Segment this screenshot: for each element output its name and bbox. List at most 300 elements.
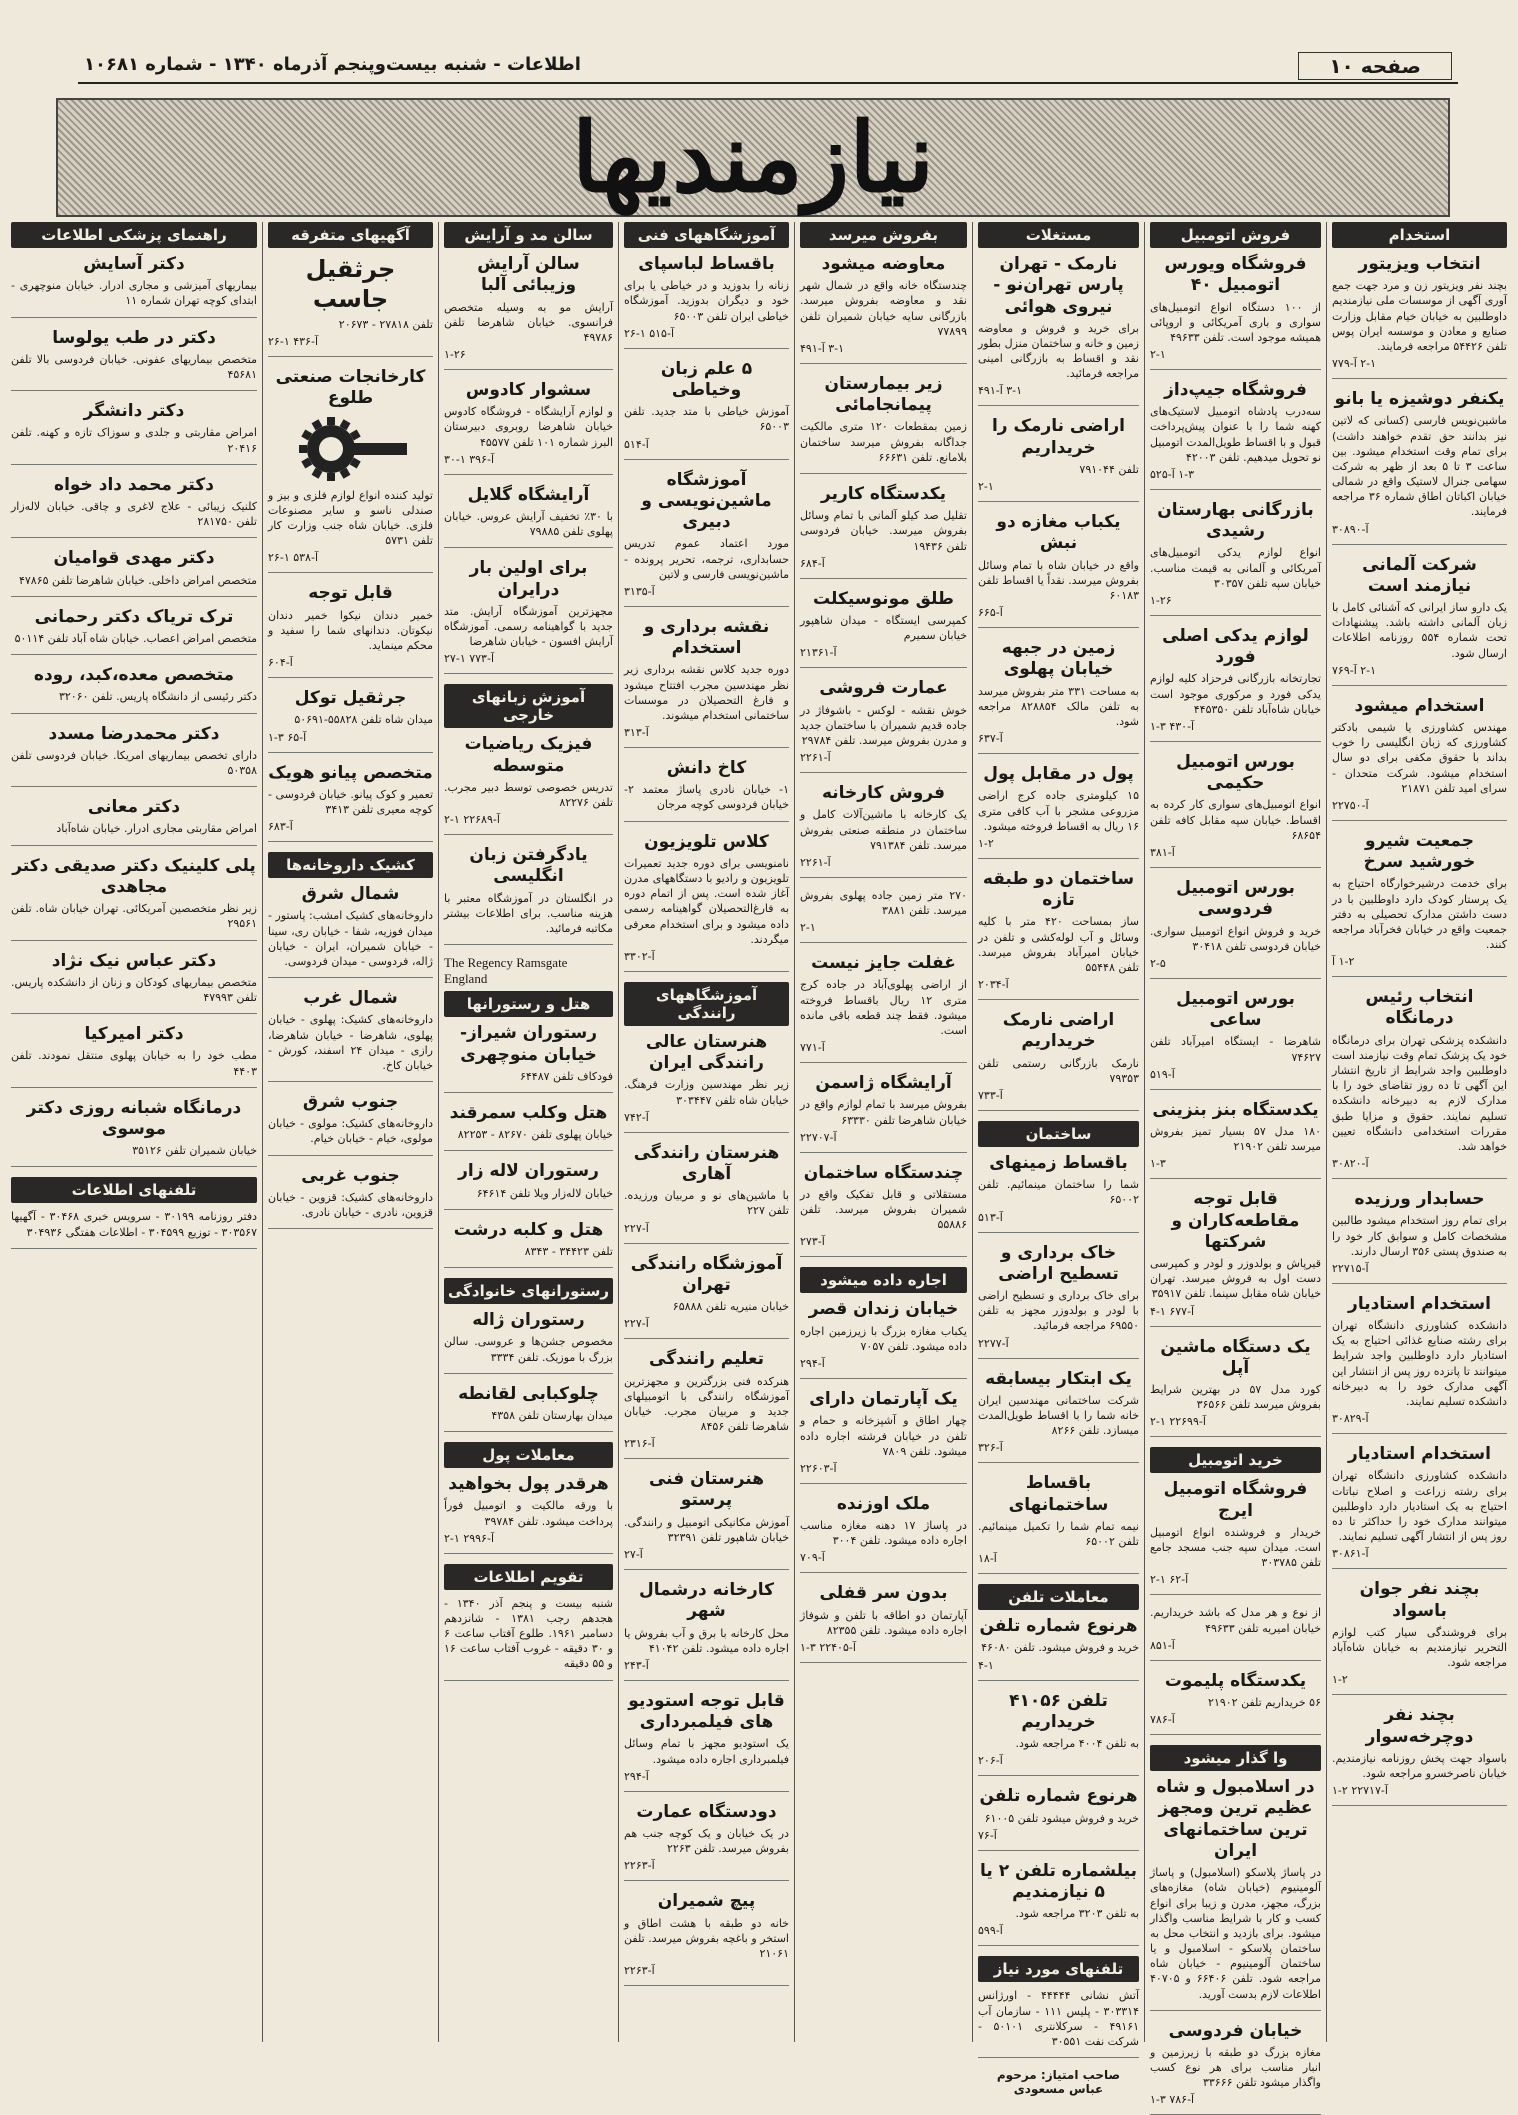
ad-title: در اسلامبول و شاه عظیم ترین ومجهز ترین ساختمانهای ایران [1156, 1777, 1315, 1861]
ad-body: متخصص بیماریهای کودکان و زنان از دانشکده پاریس. تلفن ۴۷۹۹۳ [11, 975, 257, 1004]
ad-body: خیابان شمیران تلفن ۳۵۱۲۶ [132, 1144, 257, 1158]
section-header: آموزشگاههای فنی [624, 222, 789, 248]
ad-title: بازرگانی بهارستان رشیدی [1157, 499, 1314, 542]
company-logo [268, 414, 433, 484]
ad-code: آ-۲۲۴۰۵ ۳-۱ [800, 1641, 856, 1655]
classified-ad [978, 512, 1139, 628]
classified-ad [1332, 389, 1507, 544]
section-header: استخدام [1332, 222, 1507, 248]
ad-body: داروخانه‌های کشیک: قزوین - خیابان قزوین، نادری - خیابان نادری. [268, 1190, 433, 1220]
ad-code: آ-۲۲۶۸۹ ۱-۲ [444, 813, 500, 827]
ad-column [262, 222, 438, 2042]
ad-body: تدریس خصوصی توسط دبیر مجرب. تلفن ۸۲۲۷۶ [444, 780, 613, 810]
classified-ad [11, 328, 257, 392]
dateline: اطلاعات - شنبه بیست‌وپنجم آذرماه ۱۳۴۰ - شماره ۱۰۶۸۱ [84, 54, 581, 75]
ad-title: یکباب مغازه دو نبش [996, 512, 1121, 554]
ad-body: امراض مقاربتی مجاری ادرار. خیابان شاه‌آباد [56, 822, 257, 836]
ad-body: با ماشین‌های نو و مربیان ورزیده. تلفن ۲۲۷ [624, 1189, 789, 1218]
classified-ad [1150, 1479, 1321, 1595]
ad-code: ۱-۲ آ [1332, 955, 1355, 969]
ad-title: بچند نفر دوچرخه‌سوار [1365, 1705, 1474, 1747]
ad-code: آ-۲۲۷ [624, 1317, 649, 1331]
ad-title: یکدستگاه کاریر [821, 483, 946, 504]
ad-title: طلق مونوسیکلت [813, 588, 954, 609]
ad-title: دودستگاه عمارت [636, 1801, 777, 1822]
ad-title: انتخاب ویزیتور [1358, 254, 1481, 274]
ad-body: دارای تخصص بیماریهای امریکا. خیابان فردوسی تلفن ۵۰۳۵۸ [11, 748, 257, 778]
classified-ad [1332, 696, 1507, 821]
ad-code: آ-۴۳۶ ۱-۲۶ [268, 335, 318, 349]
ad-body: امراض مقاربتی و جلدی و سوزاک تازه و کهنه. تلفن ۲۰۴۱۶ [11, 426, 257, 455]
ad-code: آ-۲۹۴ [800, 1357, 825, 1371]
ad-body: نامنویسی برای دوره جدید تعمیرات تلویزیون و رادیو با دستگاههای مدرن آغاز شده است. پس از اتمام دوره به فارغ‌التحصیلان گواهینامه رسمی داده میشود و برای استخدام معرفی میگردند. [624, 856, 789, 946]
ad-body: خرید و فروش انواع اتومبیل سواری. خیابان فردوسی تلفن ۳۰۴۱۸ [1150, 924, 1321, 953]
section-header: خرید اتومبیل [1150, 1447, 1321, 1473]
ad-body: نارمک بازرگانی رستمی تلفن ۷۹۳۵۳ [978, 1056, 1139, 1085]
classified-ad [978, 1988, 1139, 2058]
classified-ad [624, 1143, 789, 1244]
ad-body: تولید کننده انواع لوازم فلزی و بیز و صندلی ناسو و سایر مصنوعات فلزی. خیابان شاه جنب وزارت کار تلفن ۵۷۳۱ [268, 488, 433, 548]
ad-body: دفتر روزنامه ۳۰۱۹۹ - سرویس خبری ۳۰۴۶۸ - آگهیها ۳۰۳۵۶۷ - توزیع ۳۰۴۵۹۹ - اطلاعات هفتگی ۳۰۴۹۳۶ [11, 1210, 257, 1239]
ad-code: آ-۷۴۲ [624, 1110, 649, 1124]
ad-code: آ-۲۲۷۷ [978, 1336, 1009, 1350]
section-header: تلفنهای اطلاعات [11, 1177, 257, 1203]
ad-title: دکتر محمد داد خواه [54, 474, 214, 495]
section-header: تلفنهای مورد نیاز [978, 1956, 1139, 1982]
ad-body: کلنیک زیبائی - علاج لاغری و چاقی. خیابان لاله‌زار تلفن ۲۸۱۷۵۰ [11, 500, 257, 529]
classified-ad [444, 734, 613, 835]
classified-ad [268, 367, 433, 573]
ad-body: تقلیل صد کیلو آلمانی با تمام وسائل بفروش میرسد. خیابان فردوسی تلفن ۱۹۴۳۶ [800, 509, 967, 553]
ad-body: زیر نظر مهندسین وزارت فرهنگ. خیابان شاه تلفن ۳۰۳۴۴۷ [624, 1078, 789, 1107]
ad-title: دکتر آسایش [83, 254, 185, 274]
ad-code: آ-۲۲۶۳ [624, 1859, 655, 1873]
classified-ad [800, 1389, 967, 1484]
ad-body: خریدار و فروشنده انواع اتومبیل است. میدان سپه جنب مسجد جامع تلفن ۳۰۳۷۸۵ [1150, 1525, 1321, 1570]
ad-body: باسواد جهت پخش روزنامه نیازمندیم. خیابان ناصرخسرو مراجعه شود. [1332, 1751, 1507, 1780]
ad-body: ۱۵ کیلومتری جاده کرج اراضی مزروعی مشجر با آب کافی متری ۱۶ ریال به اقساط فروخته میشود. [978, 789, 1139, 833]
ad-title: خاک برداری و تسطیح اراضی [998, 1242, 1119, 1284]
ad-title: بچند نفر جوان باسواد [1359, 1579, 1480, 1621]
classified-ad [444, 1103, 613, 1151]
classified-ad [978, 254, 1139, 406]
ad-title: قابل توجه [308, 583, 393, 604]
ad-code: آ-۶۳۷ [978, 732, 1003, 746]
ad-title: باقساط ساختمانهای [1008, 1473, 1109, 1515]
ad-title: شمال غرب [303, 988, 398, 1009]
ad-body: مغازه بزرگ دو طبقه با زیرزمین و انبار مناسب برای هر نوع کسب واگذار میشود تلفن ۳۳۶۶۶ [1150, 2045, 1321, 2090]
ad-title: رستوران لاله زار [458, 1161, 599, 1182]
classified-ad [800, 1073, 967, 1153]
ad-code: آ-۶۰۴ [268, 656, 293, 670]
ad-body: برای فروشندگی سیار کتب لوازم التحریر نیازمندیم به خیابان شاه‌آباد مراجعه شود. [1332, 1625, 1507, 1670]
ad-title: آموزشگاه ماشین‌نویسی و دبیری [641, 469, 772, 533]
classified-ad [800, 1583, 967, 1663]
ad-title: کلاس تلویزیون [644, 831, 769, 852]
ad-code: آ-۶۲ ۱-۲ [1150, 1573, 1189, 1587]
ad-code: آ-۲۲۶۰۳ [800, 1461, 837, 1475]
ad-code: آ-۳۲۶ [978, 1441, 1003, 1455]
ad-body: میدان شاه تلفن ۵۵۸۲۸-۵۰۶۹۱ [294, 713, 433, 727]
classified-ad [1150, 1777, 1321, 2011]
section-header: فروش اتومبیل [1150, 222, 1321, 248]
ad-title: بورس اتومبیل فردوسی [1176, 878, 1295, 920]
ad-code: آ-۲۳۱۶ [624, 1437, 655, 1451]
ad-title: یک ابتکار بیسابقه [985, 1368, 1132, 1389]
section-header: تقویم اطلاعات [444, 1564, 613, 1590]
ad-body: ۵۶ خریداریم تلفن ۲۱۹۰۲ [1208, 1696, 1321, 1709]
ad-body: داروخانه‌های کشیک: مولوی - خیابان مولوی، خیام - خیابان خیام. [268, 1117, 433, 1146]
ad-title: معاوضه میشود [821, 254, 946, 274]
ad-body: به مساحت ۳۳۱ متر بفروش میرسد به تلفن مالک ۸۲۸۸۵۴ مراجعه شود. [978, 684, 1139, 728]
classified-ad [800, 783, 967, 878]
classified-ad [1150, 878, 1321, 979]
classified-ad [11, 1209, 257, 1248]
classified-ad [800, 888, 967, 943]
ad-column [438, 222, 618, 2042]
ad-title: باقساط لباسپای [638, 254, 775, 274]
classified-ad [1150, 1100, 1321, 1180]
ad-body: دکتر رئیسی از دانشگاه پاریس. تلفن ۳۲۰۶۰ [58, 690, 257, 704]
classified-ad [444, 558, 613, 674]
ad-title: لوازم یدکی اصلی فورد [1162, 625, 1309, 668]
ad-body: تعمیر و کوک پیانو. خیابان فردوسی - کوچه معیری تلفن ۳۴۱۳ [268, 787, 433, 816]
ad-title: سالن آرایش وزیبائی آلبا [477, 254, 580, 296]
ad-code: آ-۶۸۴ [800, 556, 825, 570]
ad-body: کورد مدل ۵۷ در بهترین شرایط بفروش میرسد تلفن ۳۶۵۶۶ [1150, 1383, 1321, 1412]
section-header: هتل و رستورانها [444, 991, 613, 1017]
ad-body: شما را ساختمان مینمائیم. تلفن ۶۵۰۰۲ [978, 1178, 1139, 1207]
ad-body: بفروش میرسد با تمام لوازم واقع در خیابان شاهرضا تلفن ۶۳۳۳۰ [800, 1098, 967, 1127]
ad-title: جمعیت شیرو خورشید سرخ [1363, 830, 1476, 873]
classified-ad [1150, 500, 1321, 616]
classified-ad [11, 1098, 257, 1168]
classified-ad [978, 1243, 1139, 1359]
ad-title: استخدام استادیار [1348, 1293, 1491, 1314]
classified-ad [11, 797, 257, 845]
classified-ad [1332, 555, 1507, 686]
ad-title: جنوب غربی [301, 1165, 400, 1186]
ad-body: متخصص امراض اعصاب. خیابان شاه آباد تلفن ۵۰۱۱۴ [14, 632, 257, 646]
ad-body: از نوع و هر مدل که باشد خریداریم. خیابان امیریه تلفن ۴۹۶۳۳ [1150, 1606, 1321, 1635]
classified-ad [624, 1349, 789, 1459]
ad-code: آ-۲۲۶۱ [800, 751, 831, 765]
ad-title: بیلشماره تلفن ۲ یا ۵ نیازمندیم [980, 1860, 1137, 1902]
classified-ad [1332, 1579, 1507, 1695]
ad-body: سه‌درب پادشاه اتومبیل لاستیک‌های کهنه شما را با عنوان پیش‌پرداخت قبول و با اقساط طویل‌المدت اتومبیل نو تحویل میدهیم. تلفن ۴۲۰۰۳ [1150, 405, 1321, 464]
ad-body: خانه دو طبقه با هشت اطاق و استخر و باغچه بفروش میرسد. تلفن ۲۱۰۶۱ [624, 1916, 789, 1960]
ad-body: در انگلستان در آموزشگاه معتبر با هزینه مناسب. برای اطلاعات بیشتر مکاتبه فرمائید. [444, 891, 613, 936]
classified-ad [624, 1032, 789, 1133]
classified-ad [1332, 831, 1507, 977]
ad-title: آموزشگاه رانندگی تهران [630, 1253, 783, 1295]
classified-ad [11, 665, 257, 713]
classified-ad [268, 254, 433, 357]
ad-code: آ-۲۲۷۱۵ [1332, 1261, 1369, 1275]
ad-body: آپارتمان دو اطاقه با تلفن و شوفاژ اجاره داده میشود. تلفن ۸۲۳۵۵ [800, 1608, 967, 1637]
classified-ad [624, 470, 789, 607]
ad-body: زنانه را بدوزید و در خیاطی یا برای خود و دیگران بدوزید. آموزشگاه خیاطی ایران تلفن ۶۵۰۰۳ [624, 279, 789, 323]
classified-ad [444, 1384, 613, 1432]
ad-title: شرکت آلمانی نیازمند است [1362, 554, 1477, 596]
ad-body: دانشکده پزشکی تهران برای درمانگاه خود یک پزشک تمام وقت نیازمند است داوطلبین واجد شرایط از تاریخ انتشار این آگهی تا ده روز تقاضای خود را با مدارک لازم به دبیرخانه دانشکده تسلیم نمایند. حقوق و مزایا طبق مقررات استخدامی دانشگاه تعیین خواهد شد. [1332, 1033, 1507, 1153]
ad-title: قابل توجه استودیو های فیلمبرداری [628, 1690, 785, 1733]
ad-body: برای خاک برداری و تسطیح اراضی با لودر و بولدوزر مجهز به تلفن ۶۹۵۵۰ مراجعه فرمائید. [978, 1289, 1139, 1333]
ad-title: استخدام میشود [1354, 695, 1485, 716]
classified-ad [624, 1891, 789, 1986]
ad-code: ۱-۳ آ-۵۲۵ [1150, 467, 1195, 481]
ad-body: برای خرید و فروش و معاوضه زمین و خانه و ساختمان منزل بطور نقد و اقساط به بازرگانی امینی مراجعه فرمائید. [978, 321, 1139, 381]
ad-title: کاخ دانش [666, 758, 747, 779]
ad-code: ۲-۱ [978, 480, 994, 494]
ad-title: دکتر در طب یولوسا [52, 327, 216, 348]
ad-code: ۱-۲۶ [444, 348, 466, 362]
ad-title: رستوران ژاله [472, 1310, 585, 1331]
classified-ad [800, 1299, 967, 1379]
ad-title: نارمک - تهران پارس تهران‌نو - نیروی هوائی [993, 254, 1124, 317]
classified-ad [624, 758, 789, 822]
ad-code: آ-۲۰۶ [978, 1754, 1003, 1768]
ad-code: آ-۶۶۵ [978, 606, 1003, 620]
page-number: صفحه ۱۰ [1298, 52, 1452, 80]
classified-ad [800, 254, 967, 364]
ad-code: آ-۳۰۸۲۰ [1332, 1157, 1369, 1171]
ad-column [794, 222, 972, 2042]
classified-ad [11, 607, 257, 655]
section-header: بفروش میرسد [800, 222, 967, 248]
ad-body: داروخانه‌های کشیک: پهلوی - خیابان پهلوی، شاهرضا - خیابان شاهرضا، رازی - میدان ۲۴ اسفند، کورش - خیابان کاخ. [268, 1013, 433, 1072]
section-header: معاملات پول [444, 1442, 613, 1468]
ad-title: یک آپارتمان دارای [809, 1389, 958, 1410]
ad-body: ۱۸۰ مدل ۵۷ بسیار تمیز بفروش میرسد تلفن ۲۱۹۰۲ [1150, 1124, 1321, 1154]
ad-code: آ-۵۳۸ ۱-۲۶ [268, 551, 318, 565]
ad-title: انتخاب رئیس درمانگاه [1365, 987, 1474, 1029]
classified-ad [978, 1861, 1139, 1947]
ad-title: اراضی نارمک خریداریم [1002, 1010, 1115, 1052]
ad-body: داروخانه‌های کشیک امشب: پاستور - میدان فوزیه، شفا - خیابان ری، سینا - خیابان شمیران، ایران - خیابان ژاله، فردوسی - میدان فردوسی. [268, 909, 433, 968]
ad-body: در یک خیابان و یک کوچه جنب هم بفروش میرسد. تلفن ۲۲۶۳ [624, 1827, 789, 1856]
ad-body: دانشکده کشاورزی دانشگاه تهران برای رشته صنایع غذائی احتیاج به یک استادیار دارد داوطلبین واجد شرایط میتوانند تا پانزده روز پس از انتشار این آگهی مدارک خود را به دبیرخانه دانشکده تسلیم نمایند. [1332, 1319, 1507, 1408]
classified-ad [1332, 1444, 1507, 1569]
ad-body: زیر نظر متخصصین آمریکائی. تهران خیابان شاه. تلفن ۲۹۵۶۱ [11, 902, 257, 931]
ad-code: آ-۵۹۹ [978, 1924, 1003, 1938]
classified-ad [444, 1474, 613, 1554]
ad-body: مستقلاتی و قابل تفکیک واقع در شمیران بفروش میرسد. تلفن ۵۵۸۸۶ [800, 1187, 967, 1232]
ad-title: دکتر محمدرضا مسدد [48, 723, 220, 744]
page-header [78, 48, 1458, 84]
ad-title: خیابان زندان قصر [808, 1299, 959, 1320]
ad-body: کمپرسی ایستگاه - میدان شاهپور خیابان سمیرم [800, 613, 967, 643]
ad-title: دکتر عباس نیک نژاد [51, 950, 217, 971]
ad-code: آ-۳۰۸۹۰ [1332, 522, 1369, 536]
classified-ad [978, 764, 1139, 859]
ad-code: آ-۵۱۴ [624, 437, 649, 451]
ad-title: جرثقیل جاسب [305, 255, 396, 313]
ad-title: یک دستگاه ماشین آپل [1160, 1336, 1311, 1378]
classified-ad [444, 1220, 613, 1268]
ad-body: خرید و فروش میشود تلفن ۶۱۰۰۵ [984, 1811, 1139, 1825]
ad-title: فروش کارخانه [821, 783, 946, 804]
classified-ad [268, 1166, 433, 1230]
classified-ad [978, 1691, 1139, 1777]
classified-ad [624, 359, 789, 460]
ad-body: تلفن ۲۷۸۱۸ - ۲۰۶۷۳ [338, 318, 433, 331]
ad-code: آ-۳۱۳۵ [624, 584, 655, 598]
ad-title: شمال شرق [301, 884, 400, 905]
classified-ad [1332, 254, 1507, 379]
classified-ad [268, 583, 433, 678]
ad-code: ۳-۱ آ-۴۹۱ [978, 384, 1023, 398]
ad-body: تلفن ۳۴۴۲۳ - ۸۳۴۳ [524, 1245, 613, 1259]
ad-body: ۲۷۰ متر زمین جاده پهلوی بفروش میرسد. تلفن ۳۸۸۱ [800, 888, 967, 918]
classified-ad [11, 951, 257, 1015]
section-header: کشیک داروخانه‌ها [268, 852, 433, 878]
ad-code: ۱-۲ [1332, 1673, 1348, 1687]
classified-ad [978, 638, 1139, 754]
ad-title: آرایشگاه گلایل [467, 484, 590, 505]
ad-body: میدان بهارستان تلفن ۴۳۵۸ [491, 1409, 613, 1423]
section-header: مستغلات [978, 222, 1139, 248]
ad-title: غفلت جایز نیست [811, 953, 956, 974]
classified-ad [1150, 989, 1321, 1090]
ad-title: تلفن ۴۱۰۵۶ خریداریم [1009, 1690, 1108, 1732]
section-header: وا گذار میشود [1150, 1745, 1321, 1771]
classified-ad [1150, 1337, 1321, 1438]
classified-ad [978, 1786, 1139, 1850]
section-header: معاملات تلفن [978, 1584, 1139, 1610]
ad-title: کارخانجات صنعتی طلوع [275, 367, 426, 409]
classified-ad [624, 617, 789, 748]
ad-code: آ-۸۵۱ [1150, 1638, 1175, 1652]
ad-body: چهار اطاق و آشپزخانه و حمام و تلفن در خیابان فرشته اجاره داده میشود. تلفن ۷۸۰۹ [800, 1414, 967, 1458]
ad-title: بدون سر قفلی [819, 1583, 948, 1604]
ad-body: ساز بمساحت ۴۲۰ متر با کلیه وسائل و آب لوله‌کشی و تلفن در خیابان امیرآباد بفروش میرسد. تلفن ۵۵۴۴۸ [978, 915, 1140, 974]
ad-body: هنرکده فنی بزرگترین و مجهزترین آموزشگاه رانندگی با اتومبیلهای جدید و مربیان مجرب. خیابان شاهرضا تلفن ۸۴۵۶ [624, 1374, 789, 1434]
ad-body: به تلفن ۳۲۰۳ مراجعه شود. [1015, 1907, 1139, 1921]
ad-title: یکنفر دوشیزه یا بانو [1334, 389, 1505, 410]
ad-body: ماشین‌نویس فارسی (کسانی که لاتین نیز بدانند حق تقدم خواهند داشت) برای تمام وقت استخدام میشود. بین ساعت ۳ تا ۵ بعد از ظهر به شرکت سهامی جنرال لاستیک واقع در شمالی خیابان اکباتان اطاق شماره ۳۶ مراجعه فرمایند. [1332, 414, 1508, 519]
classified-ad [11, 254, 257, 318]
classified-ad [268, 988, 433, 1082]
ad-body: آتش نشانی ۴۴۴۴۴ - اورژانس ۳۰۳۳۱۴ - پلیس ۱۱۱ - سازمان آب ۴۹۱۶۱ - سرکلانتری ۵۰۱۰۱ - شرکت نفت ۳۰۵۵۱ [978, 1989, 1140, 2048]
ad-title: متخصص معده،کبد، روده [33, 665, 235, 686]
ad-code: آ-۲۷ [624, 1548, 643, 1562]
ad-code: ۱-۲۶ [1150, 593, 1172, 607]
classified-ad [1332, 1705, 1507, 1806]
publisher-signature: صاحب امتیاز: مرحوم عباس مسعودی [996, 2068, 1121, 2097]
ad-code: آ-۲۲۷۰۷ [800, 1130, 837, 1144]
ad-code: آ-۵۱۵ ۱-۲۶ [624, 326, 674, 340]
classified-ad [978, 1369, 1139, 1464]
ad-body: محل کارخانه با برق و آب بفروش یا اجاره داده میشود. تلفن ۴۱۰۴۲ [624, 1626, 789, 1655]
ad-code: آ-۷۷۳ ۱-۲۷ [444, 652, 494, 666]
ad-body: خیابان لاله‌زار ویلا تلفن ۶۴۶۱۴ [476, 1186, 613, 1200]
ad-body: بچند نفر ویزیتور زن و مرد جهت جمع آوری آگهی از موسسات ملی نیازمندیم داوطلبین به خیابان خیام مقابل وزارت صنایع و معادن و موسسه ایران پوس تلفن ۵۴۴۲۶ مراجعه فرمایند. [1332, 279, 1507, 353]
ad-body: مورد اعتماد عموم تدریس حسابداری، ترجمه، تحریر پرونده - ماشین‌نویسی فارسی و لاتین [624, 537, 789, 581]
ad-title: سشوار کادوس [465, 380, 592, 401]
ad-code: ۲-۱ آ-۷۶۹ [1332, 663, 1377, 677]
classified-ad [624, 1691, 789, 1792]
ad-title: پول در مقابل پول [983, 764, 1134, 785]
ad-body: برای خدمت درشیرخوارگاه احتیاج به یک پرستار کودک دارد داوطلبین با در دست داشتن مدارک تحصیلی به دفتر جمعیت واقع در خیابان فخرآباد مراجعه کنند. [1332, 877, 1507, 952]
classified-ad [11, 1024, 257, 1088]
ad-title: دکتر دانشگر [83, 401, 185, 422]
ad-title: هرنوع شماره تلفن [979, 1786, 1138, 1807]
ad-body: یکباب مغازه بزرگ با زیرزمین اجاره داده میشود. تلفن ۷۰۵۷ [800, 1324, 967, 1353]
ad-title: جرثقیل توکل [294, 688, 407, 709]
ad-title: برای اولین بار درایران [469, 558, 588, 600]
classified-ad [11, 401, 257, 465]
classified-ad [978, 1153, 1139, 1233]
ad-code: آ-۴۳۰ ۳-۱ [1150, 719, 1195, 733]
ad-code: آ-۳۸۱ [1150, 846, 1175, 859]
section-header: آموزش زبانهای خارجی [444, 684, 613, 728]
ad-code: ۳-۱ آ-۴۹۱ [800, 341, 845, 355]
ad-body: با ورقه مالکیت و اتومبیل فوراً پرداخت میشود. تلفن ۳۹۷۸۴ [444, 1499, 613, 1528]
ad-code: آ-۳۳۰۲ [624, 949, 655, 963]
classified-ad [268, 1092, 433, 1156]
classified-ad [11, 475, 257, 539]
ad-title: هنرستان عالی رانندگی ایران [645, 1031, 768, 1074]
ad-title: پلی کلینیک دکتر صدیقی دکتر مجاهدی [12, 855, 256, 897]
ad-title: هتل و کلبه درشت [453, 1219, 604, 1240]
ad-code: ۲-۱ [800, 921, 816, 935]
ad-code: آ-۷۳۳ [978, 1088, 1003, 1102]
ad-title: ملک اوزنده [836, 1493, 931, 1514]
ad-body: تلفن ۷۹۱۰۴۴ [1079, 462, 1139, 476]
ad-body: خرید و فروش میشود. تلفن ۴۶۰۸۰ [981, 1641, 1139, 1655]
classified-ad [444, 1310, 613, 1374]
ad-body: برای تمام روز استخدام میشود طالبین مشخصات کامل و سوابق کار خود را به صندوق پستی ۳۵۶ ارسال دارند. [1332, 1214, 1507, 1258]
ad-code: آ-۵۱۹ [1150, 1067, 1175, 1081]
ad-code: آ-۲۹۹۶ ۱-۲ [444, 1531, 494, 1545]
ad-body: مهندس کشاورزی یا شیمی بادکتر کشاورزی که زبان انگلیسی را خوب بداند با حقوق مکفی برای دو سال استخدام میشود. شرکت متحدان - سرای امید تلفن ۲۱۸۷۱ [1332, 721, 1507, 795]
ad-body: مخصوص جشن‌ها و عروسی. سالن بزرگ با موزیک. تلفن ۳۳۳۴ [444, 1335, 613, 1364]
ad-title: متخصص پیانو هویک [268, 762, 433, 783]
classified-ad [268, 763, 433, 843]
ad-code: آ-۳۰۸۲۹ [1332, 1412, 1369, 1426]
ad-body: آموزش خیاطی با متد جدید. تلفن ۶۵۰۰۳ [624, 405, 789, 434]
classified-ad [624, 832, 789, 972]
classified-ad [444, 1596, 613, 1681]
section-header: اجاره داده میشود [800, 1267, 967, 1293]
classified-ad [444, 1023, 613, 1093]
classified-ad [978, 1473, 1139, 1574]
ad-body: دوره جدید کلاس نقشه برداری زیر نظر مهندسین مجرب افتتاح میشود و فارغ التحصیلان در موسسات ساختمانی استخدام میشوند. [624, 663, 789, 722]
ad-title: چلوکبابی لقانطه [458, 1383, 599, 1404]
ad-title: فروشگاه اتومبیل ایرج [1163, 1479, 1308, 1521]
classified-ad [978, 869, 1139, 1000]
ad-body: قیرپاش و بولدوزر و لودر و کمپرسی دست اول به فروش میرسد. تهران خیابان شاه مقابل سینما. تلفن ۳۵۹۱۷ [1150, 1257, 1321, 1301]
classified-ad [444, 380, 613, 475]
ad-title: قابل توجه مقاطعه‌کاران و شرکتها [1171, 1189, 1300, 1252]
ad-body: از اراضی پهلوی‌آباد در جاده کرج متری ۱۲ ریال باقساط فروخته میشود. فقط چند قطعه باقی مانده است. [800, 978, 968, 1037]
classified-ad [1332, 1189, 1507, 1284]
ad-body: در پاساژ ۱۷ دهنه مغازه مناسب اجاره داده میشود. تلفن ۳۰۰۴ [800, 1519, 967, 1548]
ad-title: استخدام استادیار [1348, 1444, 1491, 1465]
ad-body: انواع اتومبیل‌های سواری کار کرده به اقساط. خیابان سپه مقابل کافه تلفن ۶۸۶۵۴ [1150, 798, 1321, 842]
ad-body: متخصص امراض داخلی. خیابان شاهرضا تلفن ۴۷۸۶۵ [18, 573, 257, 587]
ad-code: آ-۲۲۶۱ [800, 855, 831, 869]
classified-ad [978, 416, 1139, 502]
classified-ad [11, 856, 257, 941]
classified-ad [1150, 1605, 1321, 1660]
classified-ad [11, 548, 257, 596]
ad-title: زیر بیمارستان پیمانجامائی [824, 373, 943, 416]
classified-ad [800, 1494, 967, 1574]
ad-body: دانشکده کشاورزی دانشگاه تهران برای رشته زراعت و اصلاح نباتات احتیاج به یک استادیار دارد داوطلبین میتوانند مدارک خود را حداکثر تا ده روز پس از انتشار آگهی تسلیم نمایند. [1332, 1469, 1507, 1544]
classifieds-banner [56, 98, 1450, 217]
